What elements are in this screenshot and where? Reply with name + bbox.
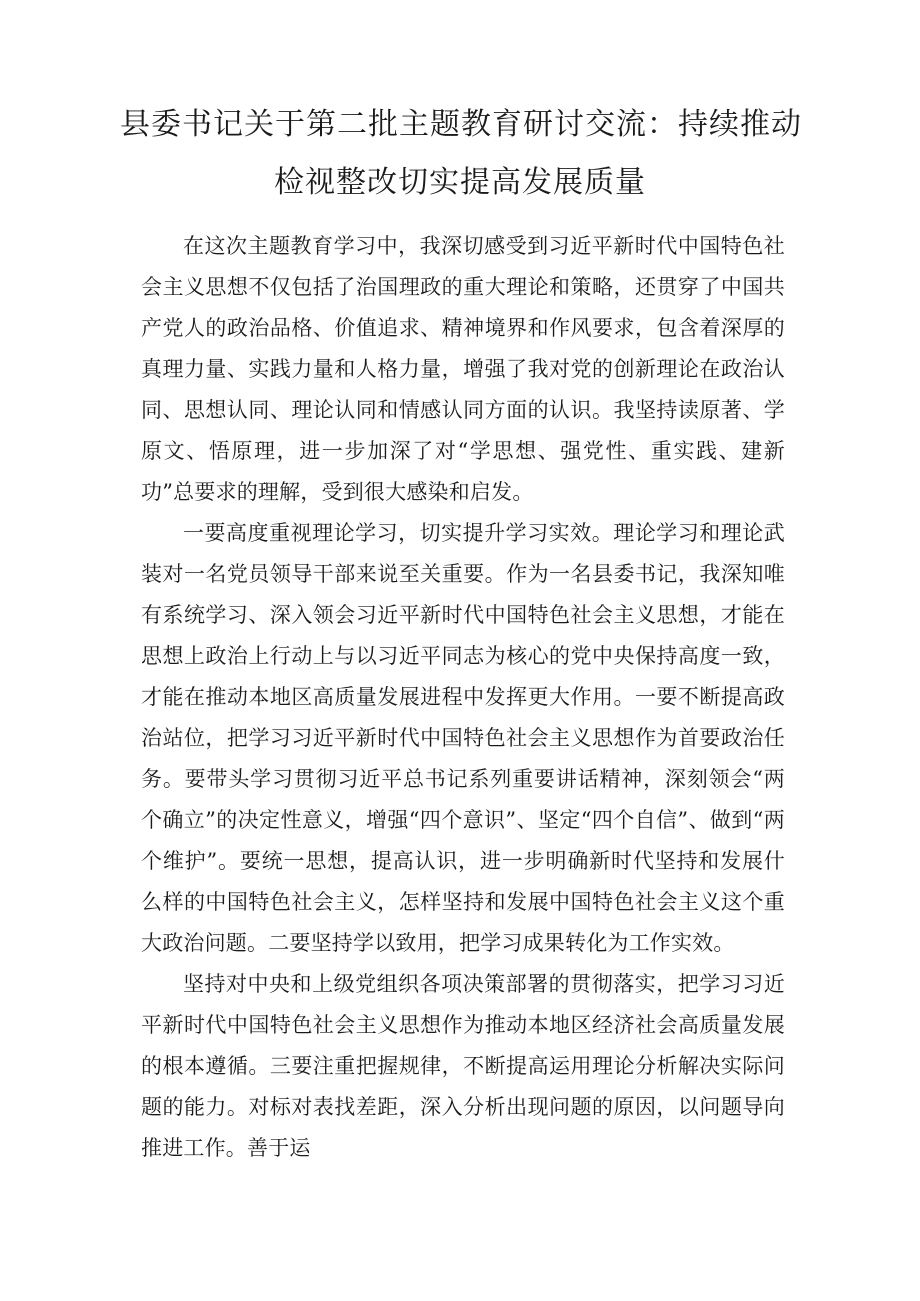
document-body [141, 226, 785, 1169]
paragraph-intro: 在这次主题教育学习中，我深切感受到习近平新时代中国特色社会主义思想不仅包括了治国理政的重大理论和策略，还贯穿了中国共产党人的政治品格、价值追求、精神境界和作风要求，包含着深厚的真理力量、实践力量和人格力量，增强了我对党的创新理论在政治认同、思想认同、理论认同和情感认同方面的认识。我坚持读原著、学原文、悟原理，进一步加深了对“学思想、强党性、重实践、建新功”总要求的理解，受到很大感染和启发。 [141, 234, 785, 504]
paragraph-theory-study: 一要高度重视理论学习，切实提升学习实效。理论学习和理论武装对一名党员领导干部来说至关重要。作为一名县委书记，我深知唯有系统学习、深入领会习近平新时代中国特色社会主义思想，才能在思想上政治上行动上与以习近平同志为核心的党中央保持高度一致，才能在推动本地区高质量发展进程中发挥更大作用。一要不断提高政治站位，把学习习近平新时代中国特色社会主义思想作为首要政治任务。要带头学习贯彻习近平总书记系列重要讲话精神，深刻领会“两个确立”的决定性意义，增强“四个意识”、坚定“四个自信”、做到“两个维护”。要统一思想，提高认识，进一步明确新时代坚持和发展什么样的中国特色社会主义，怎样坚持和发展中国特色社会主义这个重大政治问题。二要坚持学以致用，把学习成果转化为工作实效。 [141, 521, 785, 955]
title-line-1: 县委书记关于第二批主题教育研讨交流：持续推动 [120, 107, 802, 142]
paragraph-implementation: 坚持对中央和上级党组织各项决策部署的贯彻落实，把学习习近平新时代中国特色社会主义思想作为推动本地区经济社会高质量发展的根本遵循。三要注重把握规律，不断提高运用理论分析解决实际问题的能力。对标对表找差距，深入分析出现问题的原因，以问题导向推进工作。善于运 [141, 972, 785, 1160]
title-line-2: 检视整改切实提高发展质量 [274, 165, 646, 200]
document-title [120, 96, 800, 212]
